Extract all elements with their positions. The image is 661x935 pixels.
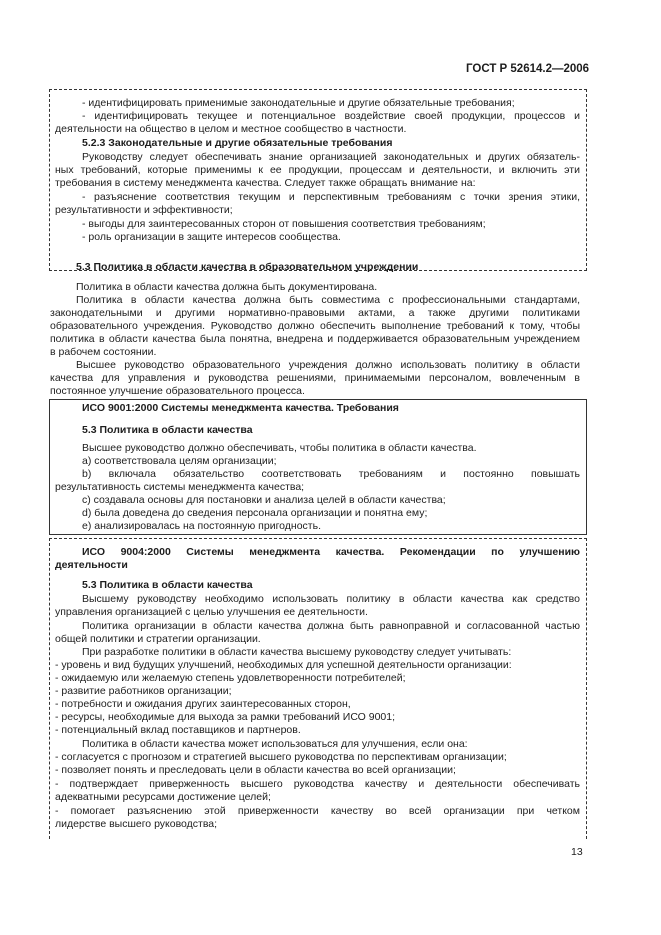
iso9004-title-cont: деятельности (55, 559, 128, 571)
iso9004-heading: 5.3 Политика в области качества (82, 579, 253, 591)
text-line: результативности и эффективности; (55, 204, 233, 216)
text-line: - потребности и ожидания других заинтересованных сторон, (55, 698, 351, 710)
document-code: ГОСТ Р 52614.2—2006 (466, 63, 590, 75)
text-line: - развитие работников организации; (55, 685, 232, 697)
text-line: e) анализировалась на постоянную пригодность. (82, 520, 321, 532)
iso9001-heading: 5.3 Политика в области качества (82, 424, 253, 436)
text-line: - ресурсы, необходимые для выхода за рамки требований ИСО 9001; (55, 711, 396, 723)
text-line: - потенциальный вклад поставщиков и партнеров. (55, 724, 301, 736)
text-line: Политика организации в области качества должна быть равноправной и согласованной частью (82, 620, 580, 632)
text-line: - идентифицировать текущее и потенциальное воздействие своей продукции, процессов и (82, 110, 580, 122)
text-line: законодательными и другими нормативно-правовыми актами, а также другими политиками (50, 307, 580, 319)
text-line: При разработке политики в области качества высшему руководству следует учитывать: (82, 646, 512, 658)
text-line: Высшему руководству необходимо использовать политику в области качества как средство (82, 593, 580, 605)
text-line: - ожидаемую или желаемую степень удовлетворенности потребителей; (55, 672, 406, 684)
text-line: ных требований, которые применимы к ее продукции, процессам и деятельности, и включить эти (55, 164, 580, 176)
text-line: - согласуется с прогнозом и стратегией высшего руководства по перспективам организации; (55, 751, 507, 763)
text-line: управления организацией с целью улучшения ее деятельности. (55, 606, 368, 618)
text-line: деятельности на общество в целом и местное сообщество в частности. (55, 123, 407, 135)
subsection-heading: 5.2.3 Законодательные и другие обязательные требования (82, 137, 393, 149)
text-line: результативность системы менеджмента качества; (55, 481, 305, 493)
text-line: - идентифицировать применимые законодательные и другие обязательные требования; (82, 97, 515, 109)
text-line: Руководству следует обеспечивать знание организацией законодательных и других обязатель- (82, 151, 580, 163)
text-line: Политика в области качества может использоваться для улучшения, если она: (82, 738, 468, 750)
text-line: постоянное улучшение образовательного процесса. (50, 385, 305, 397)
text-line: Политика в области качества должна быть совместима с профессиональными стандартами, (76, 294, 580, 306)
section-heading: 5.3 Политика в области качества в образовательном учреждении (76, 261, 419, 273)
page-number: 13 (571, 846, 583, 858)
text-line: качества для управления и руководства решениями, принимаемыми персоналом, вовлеченным в (50, 372, 580, 384)
text-line: в рабочем состоянии. (50, 346, 157, 358)
text-line: а) соответствовала целям организации; (82, 455, 277, 467)
text-line: политика в области качества была понятна, внедрена и поддерживается образовательным учреждением (50, 333, 580, 345)
text-line: требования в систему менеджмента качества. Следует также обращать внимание на: (55, 177, 476, 189)
text-line: d) была доведена до сведения персонала организации и понятна ему; (82, 507, 428, 519)
text-line: Высшее руководство должно обеспечивать, чтобы политика в области качества. (82, 442, 477, 454)
text-line: b) включала обязательство соответствовать требованиям и постоянно повышать (82, 468, 580, 480)
text-line: адекватными ресурсами достижение целей; (55, 791, 271, 803)
text-line: лидерстве высшего руководства; (55, 818, 218, 830)
text-line: - помогает разъяснению этой приверженности качеству во всей организации при четком (55, 805, 580, 817)
text-line: общей политики и стратегии организации. (55, 633, 261, 645)
text-line: c) создавала основы для постановки и анализа целей в области качества; (82, 494, 446, 506)
text-line: Высшее руководство образовательного учреждения должно использовать политику в области (76, 359, 580, 371)
text-line: - подтверждает приверженность высшего руководства качеству и деятельности обеспечивать (55, 778, 580, 790)
iso9001-title: ИСО 9001:2000 Системы менеджмента качества. Требования (82, 402, 399, 414)
iso9004-title: ИСО 9004:2000 Системы менеджмента качества. Рекомендации по улучшению (82, 546, 580, 558)
text-line: - уровень и вид будущих улучшений, необходимых для успешной деятельности организации: (55, 659, 512, 671)
text-line: Политика в области качества должна быть документирована. (76, 281, 378, 293)
text-line: - разъяснение соответствия текущим и перспективным требованиям с точки зрения этики, (82, 191, 580, 203)
text-line: - выгоды для заинтересованных сторон от повышения соответствия требованиям; (82, 218, 486, 230)
text-line: образовательного учреждения. Руководство должно обеспечить выполнение требований к тому, чтобы (50, 320, 580, 332)
text-line: - роль организации в защите интересов сообщества. (82, 231, 341, 243)
text-line: - позволяет понять и преследовать цели в области качества во всей организации; (55, 764, 456, 776)
